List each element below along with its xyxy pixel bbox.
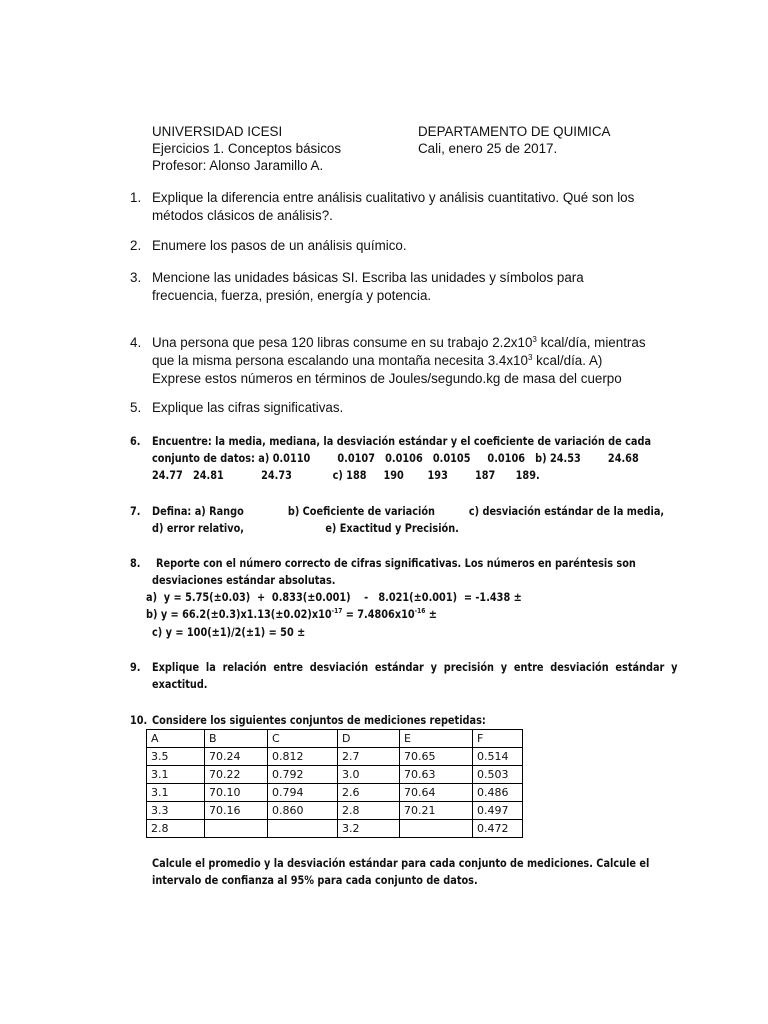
question-8-part-b [146,606,437,623]
table-cell: 70.63 [400,766,473,784]
question-8-part-a: a) y = 5.75(±0.03) + 0.833(±0.001) - 8.021(±0.001) = -1.438 ± [146,590,522,604]
question-9-text [152,659,677,693]
question-2-number: 2. [130,238,142,253]
question-6-line-2: conjunto de datos: a) 0.0110 0.0107 0.0106 0.0105 0.0106 b) 24.53 24.68 [152,451,639,465]
question-4-line-2 [152,352,646,370]
table-cell: 0.514 [473,748,523,766]
professor-name: Profesor: Alonso Jaramillo A. [152,158,324,173]
table-cell: 0.794 [268,784,338,802]
question-4-line-2-b: kcal/día. A) [532,353,603,368]
table-cell: 0.812 [268,748,338,766]
question-4-line-1-a: Una persona que pesa 120 libras consume en su trabajo 2.2x10 [152,335,533,350]
table-cell: 70.21 [400,802,473,820]
question-4-line-1 [152,334,646,352]
table-row [147,802,523,820]
table-cell: 3.3 [147,802,205,820]
table-cell: 70.65 [400,748,473,766]
question-5-number: 5. [130,400,142,415]
question-10-number: 10. [130,713,148,727]
table-cell: 3.5 [147,748,205,766]
question-8-part-c: c) y = 100(±1)/2(±1) = 50 ± [152,625,306,639]
table-row [147,766,523,784]
table-cell: 70.24 [205,748,268,766]
question-4-line-1-b: kcal/día, mientras [536,335,646,350]
table-header-cell: E [400,730,473,748]
table-cell: 3.1 [147,784,205,802]
question-4-line-3: Exprese estos números en términos de Joules/segundo.kg de masa del cuerpo [152,371,622,386]
exponent: 3 [532,335,537,344]
department-name: DEPARTAMENTO DE QUIMICA [418,124,611,139]
table-cell: 2.6 [338,784,400,802]
question-6-line-1: Encuentre: la media, mediana, la desviación estándar y el coeficiente de variación de cada [152,434,652,448]
table-row [147,784,523,802]
table-cell: 70.64 [400,784,473,802]
table-cell [268,820,338,838]
question-3-text [152,269,584,305]
question-3-line-1: Mencione las unidades básicas SI. Escriba las unidades y símbolos para [152,270,584,285]
question-6-line-3: 24.77 24.81 24.73 c) 188 190 193 187 189. [152,468,540,482]
table-cell: 0.792 [268,766,338,784]
question-7-number: 7. [130,504,141,518]
question-8-part-b-a: b) y = 66.2(±0.3)x1.13(±0.02)x10 [146,607,332,621]
question-2-text: Enumere los pasos de un análisis químico. [152,238,407,253]
question-7-text [152,503,664,537]
table-cell: 0.860 [268,802,338,820]
question-9-line-2: exactitud. [152,677,208,691]
question-6-text [152,433,651,484]
question-5-text: Explique las cifras significativas. [152,400,344,415]
table-header-cell: C [268,730,338,748]
table-cell [400,820,473,838]
table-header-cell: D [338,730,400,748]
table-cell: 70.10 [205,784,268,802]
table-cell: 3.1 [147,766,205,784]
question-4-line-2-a: que la misma persona escalando una montaña necesita 3.4x10 [152,353,528,368]
table-cell: 2.8 [338,802,400,820]
table-cell: 70.16 [205,802,268,820]
question-9-line-1: Explique la relación entre desviación estándar y precisión y entre desviación estándar y [152,660,678,674]
question-4-text [152,334,646,388]
table-cell: 0.486 [473,784,523,802]
question-3-line-2: frecuencia, fuerza, presión, energía y potencia. [152,288,432,303]
question-8-line-1: Reporte con el número correcto de cifras significativas. Los números en paréntesis son [156,556,636,570]
question-8-part-b-b: = 7.4806x10 [342,607,415,621]
table-cell: 70.22 [205,766,268,784]
question-7-line-1: Defina: a) Rango b) Coeficiente de variación c) desviación estándar de la media, [152,504,665,518]
exercise-title: Ejercicios 1. Conceptos básicos [152,141,342,156]
table-header-cell: F [473,730,523,748]
question-6-number: 6. [130,434,141,448]
exponent: -17 [331,607,343,615]
question-1-line-1: Explique la diferencia entre análisis cualitativo y análisis cuantitativo. Qué son los [152,190,635,205]
table-cell: 0.497 [473,802,523,820]
table-cell: 2.8 [147,820,205,838]
table-cell: 3.0 [338,766,400,784]
table-cell: 2.7 [338,748,400,766]
question-9-number: 9. [130,660,141,674]
table-cell [205,820,268,838]
closing-instructions [152,855,649,889]
question-10-text: Considere los siguientes conjuntos de mediciones repetidas: [152,713,486,727]
place-date: Cali, enero 25 de 2017. [418,141,558,156]
table-header-cell: A [147,730,205,748]
university-name: UNIVERSIDAD ICESI [152,124,283,139]
table-row [147,748,523,766]
question-3-number: 3. [130,270,142,285]
question-8-line-2: desviaciones estándar absolutas. [152,573,336,587]
question-7-line-2: d) error relativo, e) Exactitud y Precisión. [152,521,459,535]
question-1-text [152,189,634,225]
question-8-number: 8. [130,556,141,570]
question-8-part-b-c: ± [425,607,437,621]
question-1-line-2: métodos clásicos de análisis?. [152,208,333,223]
question-1-number: 1. [130,190,142,205]
closing-line-2: intervalo de confianza al 95% para cada conjunto de datos. [152,873,478,887]
closing-line-1: Calcule el promedio y la desviación estándar para cada conjunto de mediciones. Calcule el [152,856,650,870]
exponent: 3 [527,353,533,362]
exponent: -16 [414,607,426,615]
table-header-cell: B [205,730,268,748]
measurements-table [146,729,523,838]
table-cell: 0.503 [473,766,523,784]
table-cell: 3.2 [338,820,400,838]
table-row [147,820,523,838]
table-header-row [147,730,523,748]
table-cell: 0.472 [473,820,523,838]
question-4-number: 4. [130,335,142,350]
